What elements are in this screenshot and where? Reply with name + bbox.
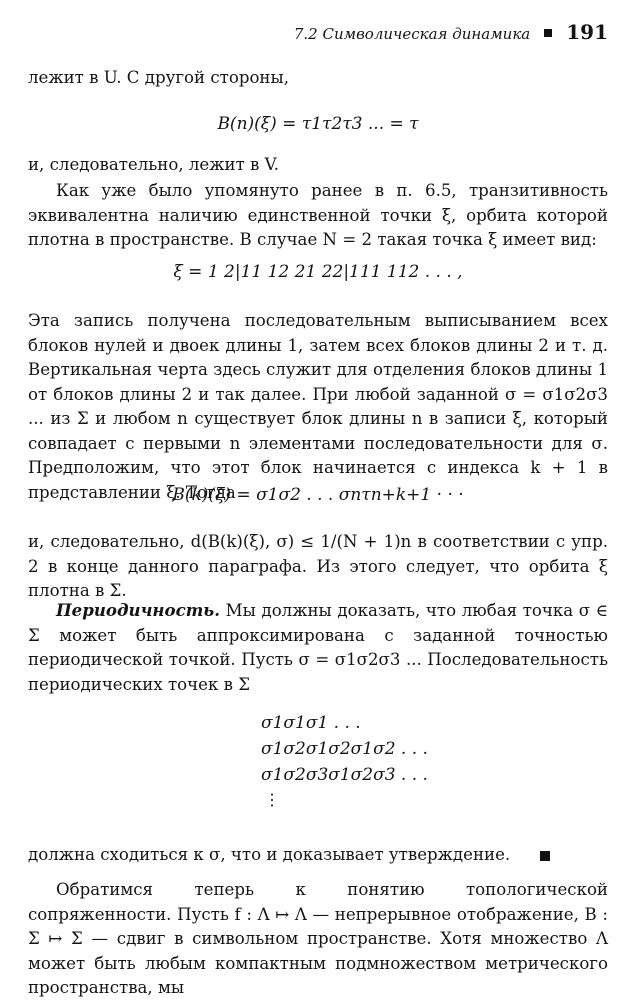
paragraph-3: и, следовательно, d(B(k)(ξ), σ) ≤ 1/(N + 1)n в соответствии с упр. 2 в конце данного параграфа. Из этого следует, что орбита ξ плотна в Σ. [28, 532, 608, 600]
paragraph-6: Обратимся теперь к понятию топологической сопряженности. Пусть f : Λ ↦ Λ — непрерывное отображение, B : Σ ↦ Σ — сдвиг в символьном пространстве. Хотя множество Λ может быть любым компактным подмножеством метрического пространства, мы [28, 880, 608, 997]
paragraph-5-text: должна сходиться к σ, что и доказывает утверждение. [28, 845, 511, 864]
running-title: 7.2 Символическая динамика [293, 25, 531, 43]
sequence-item: σ1σ2σ3σ1σ2σ3 . . . [261, 765, 428, 785]
page [28, 0, 608, 1000]
text-line-2: и, следовательно, лежит в V. [28, 155, 279, 174]
equation-3: B(k)(ξ) = σ1σ2 . . . σnτn+k+1 · · · [172, 485, 464, 505]
paragraph-4 [28, 598, 608, 697]
equation-2: ξ = 1 2|11 12 21 22|111 112 . . . , [173, 262, 463, 282]
equation-1: B(n)(ξ) = τ1τ2τ3 ... = τ [217, 114, 419, 134]
sequence-item: σ1σ2σ1σ2σ1σ2 . . . [261, 739, 428, 759]
vertical-ellipsis: ⋮ [264, 790, 280, 809]
running-header [294, 20, 608, 46]
paragraph-1: Как уже было упомянуто ранее в п. 6.5, транзитивность эквивалентна наличию единственной точки ξ, орбита которой плотна в пространстве. В случае N = 2 такая точка ξ имеет вид: [28, 181, 608, 249]
square-bullet-icon [544, 29, 552, 37]
paragraph-2: Эта запись получена последовательным выписыванием всех блоков нулей и двоек длины 1, затем всех блоков длины 2 и т. д. Вертикальная черта здесь служит для отделения блоков длины 1 от блоков длины 2 и так далее. При любой заданной σ = σ1σ2σ3 ... из Σ и любом n существует блок длины n в записи ξ, который совпадает с первыми n элементами последовательности для σ. Предположим, что этот блок начинается с индекса k + 1 в представлении ξ. Тогда [28, 311, 608, 502]
paragraph-4-body: Мы должны доказать, что любая точка σ ∈ Σ может быть аппроксимирована с заданной точностью периодической точкой. Пусть σ = σ1σ2σ3 ... Последовательность периодических точек в Σ [28, 601, 608, 694]
paragraph-5 [28, 843, 608, 868]
sequence-item: σ1σ1σ1 . . . [261, 713, 361, 733]
page-number: 191 [566, 20, 608, 44]
periodic-sequence-list [261, 710, 428, 788]
paragraph-heading: Периодичность. [56, 600, 220, 620]
qed-square-icon [540, 851, 550, 861]
text-line-1: лежит в U. С другой стороны, [28, 68, 289, 87]
